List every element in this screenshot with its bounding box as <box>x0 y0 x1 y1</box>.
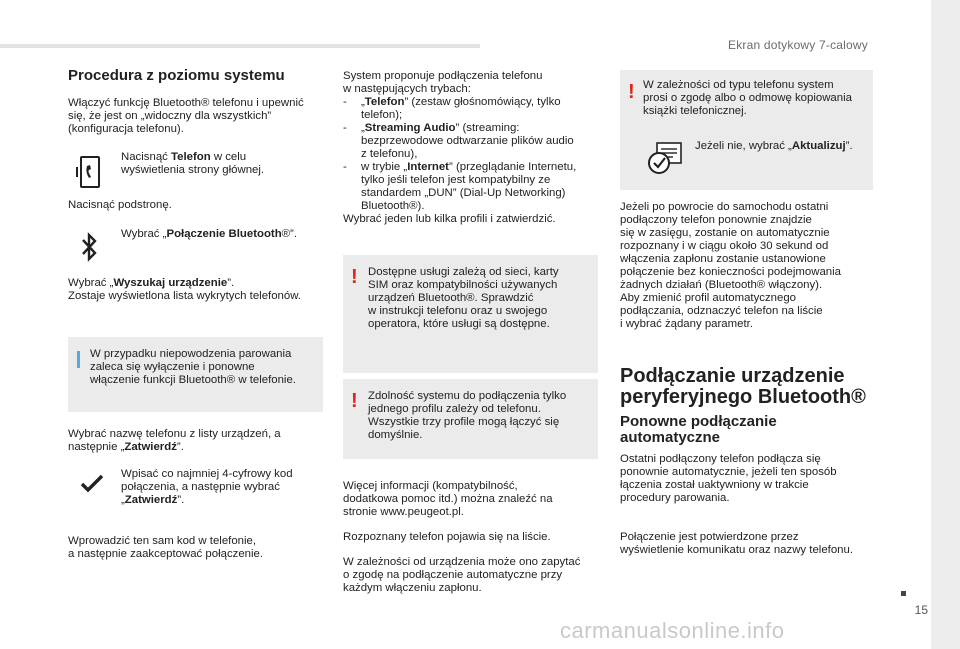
section-heading: Procedura z poziomu systemu <box>68 67 285 84</box>
warning-note: ! Zdolność systemu do podłączenia tylko jednego profilu zależy od telefonu. Wszystkie trzy profile mogą łączyć się domyślnie. <box>343 379 598 459</box>
warning-note: ! Dostępne usługi zależą od sieci, karty SIM oraz kompatybilności używanych urządzeń Bluetooth®. Sprawdzić w instrukcji telefonu oraz u swojego operatora, które usługi są dostępne. <box>343 255 598 373</box>
section-heading-peripheral: Podłączanie urządzenie peryferyjnego Bluetooth® <box>620 365 866 408</box>
telefon-instruction: Nacisnąć Telefon w celu wyświetlenia strony głównej. <box>121 151 265 176</box>
select-phone-instruction: Wybrać nazwę telefonu z listy urządzeń, a następnie „Zatwierdź”. <box>68 428 281 453</box>
bluetooth-instruction: Wybrać „Połączenie Bluetooth®”. <box>121 228 298 240</box>
warning-note: ! W zależności od typu telefonu system prosi o zgodę albo o odmowę kopiowania książki telefonicznej. Jeżeli nie, wybrać „Aktualizuj”. <box>620 70 873 190</box>
header-rule <box>0 44 480 48</box>
watermark: carmanualsonline.info <box>560 618 785 643</box>
code-instruction: Wpisać co najmniej 4-cyfrowy kod połączenia, a następnie wybrać „Zatwierdź”. <box>121 468 293 506</box>
page-edge-strip <box>931 0 960 649</box>
header-title: Ekran dotykowy 7-calowy <box>728 38 868 52</box>
checkmark-icon <box>80 473 104 493</box>
more-info-paragraph: Więcej informacji (kompatybilność, dodatkowa pomoc itd.) można znaleźć na stronie www.peugeot.pl. <box>343 480 553 518</box>
confirmation-paragraph: Połączenie jest potwierdzone przez wyświetlenie komunikatu oraz nazwy telefonu. <box>620 531 853 556</box>
list-item: - w trybie „Internet” (przeglądanie Internetu, tylko jeśli telefon jest kompatybilny ze standardem „DUN” (Dial-Up Networking) Bluetooth®). <box>343 161 577 212</box>
warning-icon: ! <box>351 390 358 412</box>
reconnect-paragraph: Jeżeli po powrocie do samochodu ostatni podłączony telefon ponownie znajdzie się w zasięgu, zostanie on automatycznie rozpoznany i w ciągu około 30 sekund od włączenia zapłonu zostanie ustanowione połączenie bez konieczności podejmowania żadnych działań (Bluetooth® włączony). Aby zmienić profil automatycznego podłączania, odznaczyć telefon na liście i wybrać żądany parametr. <box>620 201 841 330</box>
page-number: 15 <box>914 603 928 617</box>
subpage-instruction: Nacisnąć podstronę. <box>68 199 172 211</box>
info-bar-icon <box>77 351 80 368</box>
warning-icon: ! <box>351 266 358 288</box>
phone-icon <box>76 155 104 189</box>
auto-permission-paragraph: W zależności od urządzenia może ono zapytać o zgodę na podłączenie automatyczne przy każdym włączeniu zapłonu. <box>343 556 581 594</box>
confirm-paragraph: Wprowadzić ten sam kod w telefonie, a następnie zaakceptować połączenie. <box>68 535 264 560</box>
search-instruction: Wybrać „Wyszukaj urządzenie”. Zostaje wyświetlona lista wykrytych telefonów. <box>68 277 301 302</box>
list-item: - „Telefon” (zestaw głośnomówiący, tylko telefon); <box>343 96 561 121</box>
info-note: W przypadku niepowodzenia parowania zaleca się wyłączenie i ponowne włączenie funkcji Bluetooth® w telefonie. <box>68 337 323 412</box>
bluetooth-icon <box>80 232 100 262</box>
recognized-paragraph: Rozpoznany telefon pojawia się na liście. <box>343 531 551 543</box>
list-item: - „Streaming Audio” (streaming: bezprzewodowe odtwarzanie plików audio z telefonu), <box>343 122 574 160</box>
page-marker <box>901 591 906 596</box>
subsection-heading: Ponowne podłączanie automatyczne <box>620 413 777 446</box>
sync-contacts-icon <box>646 141 684 177</box>
auto-reconnect-paragraph: Ostatni podłączony telefon podłącza się ponownie automatycznie, jeżeli ten sposób łączenia został uaktywniony w trakcie procedury parowania. <box>620 453 837 504</box>
modes-list: System proponuje podłączenia telefonu w następujących trybach: - „Telefon” (zestaw głośnomówiący, tylko telefon); - „Streaming Audio” (streaming: bezprzewodowe odtwarzanie plików audio z telefonu), - w trybie „Internet” (przeglądanie Internetu, tylko jeśli telefon jest kompatybilny ze standardem „DUN” (Dial-Up Networking) Bluetooth®). Wybrać jeden lub kilka profili i zatwierdzić. <box>343 70 593 226</box>
intro-paragraph: Włączyć funkcję Bluetooth® telefonu i upewnić się, że jest on „widoczny dla wszystkich” (konfiguracja telefonu). <box>68 97 304 135</box>
warning-icon: ! <box>628 81 635 103</box>
